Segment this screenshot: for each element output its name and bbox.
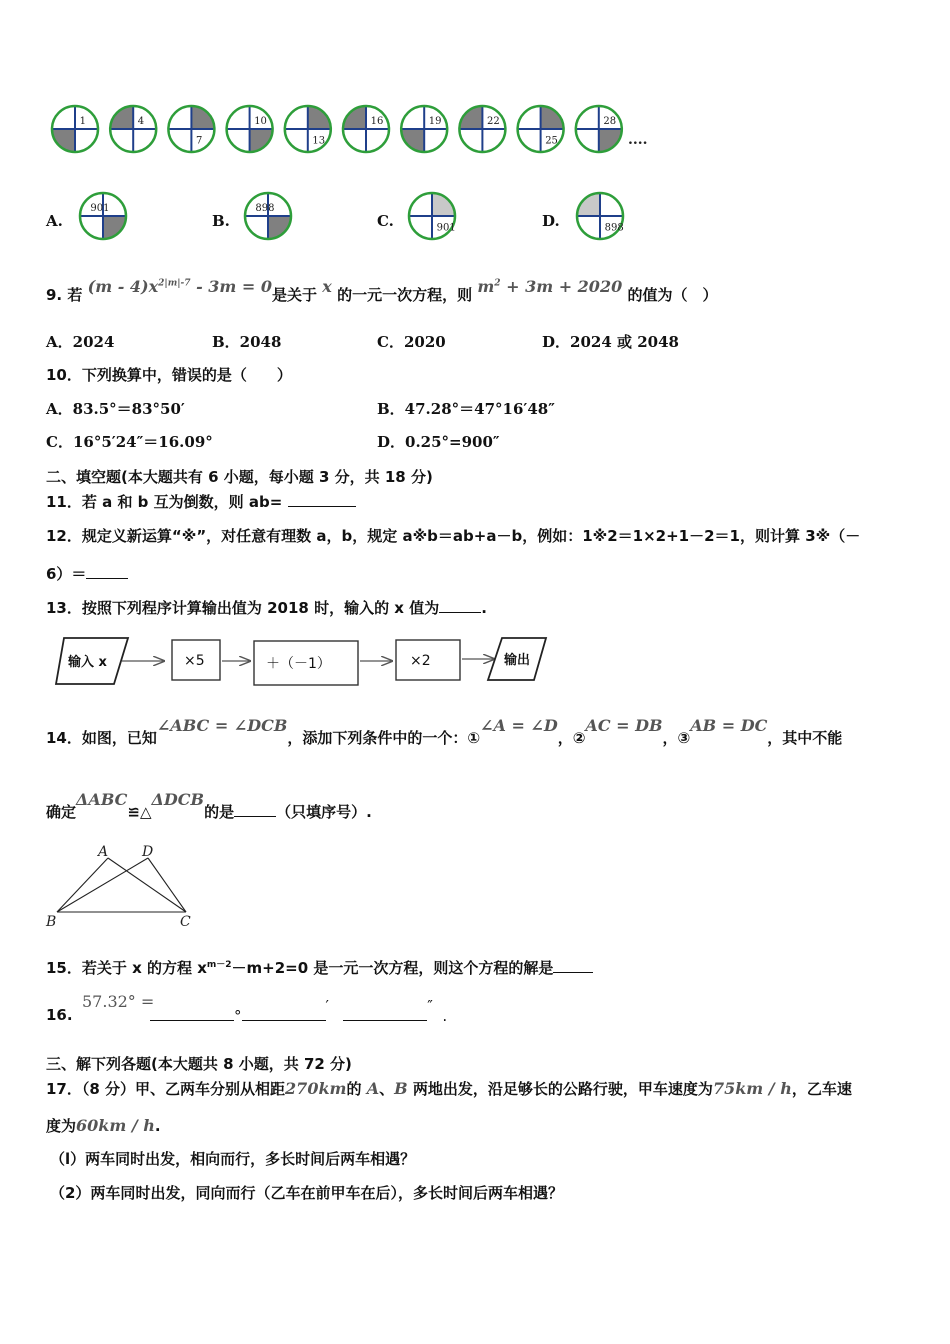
q8-seq-7-circle — [459, 106, 505, 152]
q8-seq-5-label: 16 — [370, 115, 384, 127]
q14-point-c: C — [180, 914, 191, 930]
q14-point-b: B — [46, 914, 57, 930]
q13-stem: 13．按照下列程序计算输出值为 2018 时，输入的 x 值为 . — [46, 599, 487, 617]
q9-option-a[interactable]: A．2024 — [46, 333, 115, 351]
q13-flowchart — [50, 632, 560, 690]
q14-line2: 确定ΔABC≌△ΔDCB的是 （只填序号）. — [46, 790, 372, 821]
q10-stem: 10．下列换算中，错误的是（ ） — [46, 366, 292, 384]
q16-minute-blank[interactable] — [242, 1006, 326, 1021]
q9-option-b[interactable]: B．2048 — [212, 333, 282, 351]
q8-option-3-label: 898 — [604, 222, 624, 234]
q8-options-figure — [0, 186, 700, 246]
q14-line1: 14．如图，已知∠ABC = ∠DCB，添加下列条件中的一个：①∠A = ∠D，②AC = DB，③AB = DC，其中不能 — [46, 716, 843, 747]
q8-seq-6-circle — [401, 106, 447, 152]
flow-step-times5-label: ×5 — [184, 653, 205, 669]
q8-option-0-label: 901 — [90, 202, 110, 214]
q17-part1: （l）两车同时出发，相向而行，多长时间后两车相遇？ — [50, 1150, 416, 1168]
q8-seq-8-label: 25 — [545, 135, 558, 147]
q10-option-b[interactable]: B．47.28°＝47°16′48″ — [377, 400, 555, 418]
q9-option-c[interactable]: C．2020 — [377, 333, 446, 351]
q12-line2: 6）＝ — [46, 563, 128, 584]
q16-degree-blank[interactable] — [150, 1006, 234, 1021]
q8-seq-7-label: 22 — [487, 115, 500, 127]
q8-option-1-circle — [245, 193, 291, 239]
flow-output-label: 输出 — [504, 653, 531, 668]
q9-stem: 9. 若 $(m - 4)x^{2|m|-7} - 3m = 0$是关于 x 的一元一次方程，则 $m^2 + 3m + 2020$ 的值为（ ） — [46, 277, 718, 304]
q8-seq-4-label: 13 — [312, 135, 326, 147]
q8-seq-0-label: 1 — [79, 115, 86, 127]
q8-option-b-letter[interactable]: B. — [212, 212, 230, 230]
q8-seq-5-circle — [343, 106, 389, 152]
q16-expression: 57.32° = — [82, 992, 155, 1011]
flow-input-label: 输入 x — [68, 655, 107, 670]
q8-seq-3-label: 10 — [254, 115, 267, 127]
q12-line1: 12．规定义新运算“※”，对任意有理数 a，b，规定 a※b＝ab+a－b，例如：1※2＝1×2+1－2＝1，则计算 3※（－ — [46, 527, 861, 545]
q10-option-c[interactable]: C．16°5′24″＝16.09° — [46, 433, 213, 451]
q8-option-d-letter[interactable]: D. — [542, 212, 560, 230]
section-3-heading: 三、解下列各题(本大题共 8 小题，共 72 分) — [46, 1055, 352, 1073]
q15-answer-blank[interactable] — [553, 958, 593, 973]
q17-line1: 17．（8 分）甲、乙两车分别从相距270km的 A、B 两地出发，沿足够长的公路行驶，甲车速度为75km / h，乙车速 — [46, 1079, 852, 1098]
q8-ellipsis: .... — [628, 132, 648, 148]
flow-step-minus1-label: ＋（－1） — [266, 656, 331, 672]
q8-seq-4-circle — [285, 106, 331, 152]
q10-option-d[interactable]: D．0.25°=900″ — [377, 433, 500, 451]
section-2-heading: 二、填空题(本大题共有 6 小题，每小题 3 分，共 18 分) — [46, 468, 433, 486]
q8-option-1-label: 898 — [255, 202, 275, 214]
q8-seq-2-circle — [168, 106, 214, 152]
q8-seq-1-label: 4 — [137, 115, 145, 127]
q12-answer-blank[interactable] — [86, 564, 128, 579]
q8-seq-9-circle — [576, 106, 622, 152]
q8-seq-6-label: 19 — [428, 115, 442, 127]
q16-num: 16. — [46, 1006, 73, 1024]
q8-option-a-letter[interactable]: A. — [46, 212, 63, 230]
q9-option-d[interactable]: D．2024 或 2048 — [542, 333, 679, 351]
q8-option-c-letter[interactable]: C. — [377, 212, 394, 230]
q16-blanks: °′ ″ . — [150, 1006, 447, 1025]
q16-second-blank[interactable] — [343, 1006, 427, 1021]
q14-point-a: A — [98, 844, 109, 860]
q8-sequence-figure — [40, 98, 680, 160]
q11-answer-blank[interactable] — [288, 492, 356, 507]
q10-option-a[interactable]: A．83.5°＝83°50′ — [46, 400, 185, 418]
q8-option-0-circle — [80, 193, 126, 239]
q8-seq-9-label: 28 — [603, 115, 617, 127]
q8-seq-0-circle — [52, 106, 98, 152]
q14-point-d: D — [142, 844, 154, 860]
q8-seq-1-circle — [110, 106, 156, 152]
q8-option-2-label: 901 — [436, 222, 456, 234]
flow-step-times2-label: ×2 — [410, 653, 431, 669]
q8-seq-3-circle — [227, 106, 273, 152]
q14-triangle-figure — [40, 838, 210, 934]
q13-answer-blank[interactable] — [439, 598, 481, 613]
q15-stem: 15．若关于 x 的方程 $x^{m-2}-m+2=0$ 是一元一次方程，则这个方程的解是 — [46, 957, 593, 978]
q14-answer-blank[interactable] — [234, 802, 276, 817]
q8-option-2-circle — [409, 193, 456, 239]
q17-line2: 度为60km / h. — [46, 1116, 161, 1135]
q17-part2: （2）两车同时出发，同向而行（乙车在前甲车在后），多长时间后两车相遇？ — [50, 1184, 563, 1202]
q8-option-3-circle — [577, 193, 624, 239]
q8-seq-2-label: 7 — [196, 135, 203, 147]
q11-stem: 11．若 a 和 b 互为倒数，则 ab= — [46, 491, 356, 512]
q8-seq-8-circle — [518, 106, 564, 152]
